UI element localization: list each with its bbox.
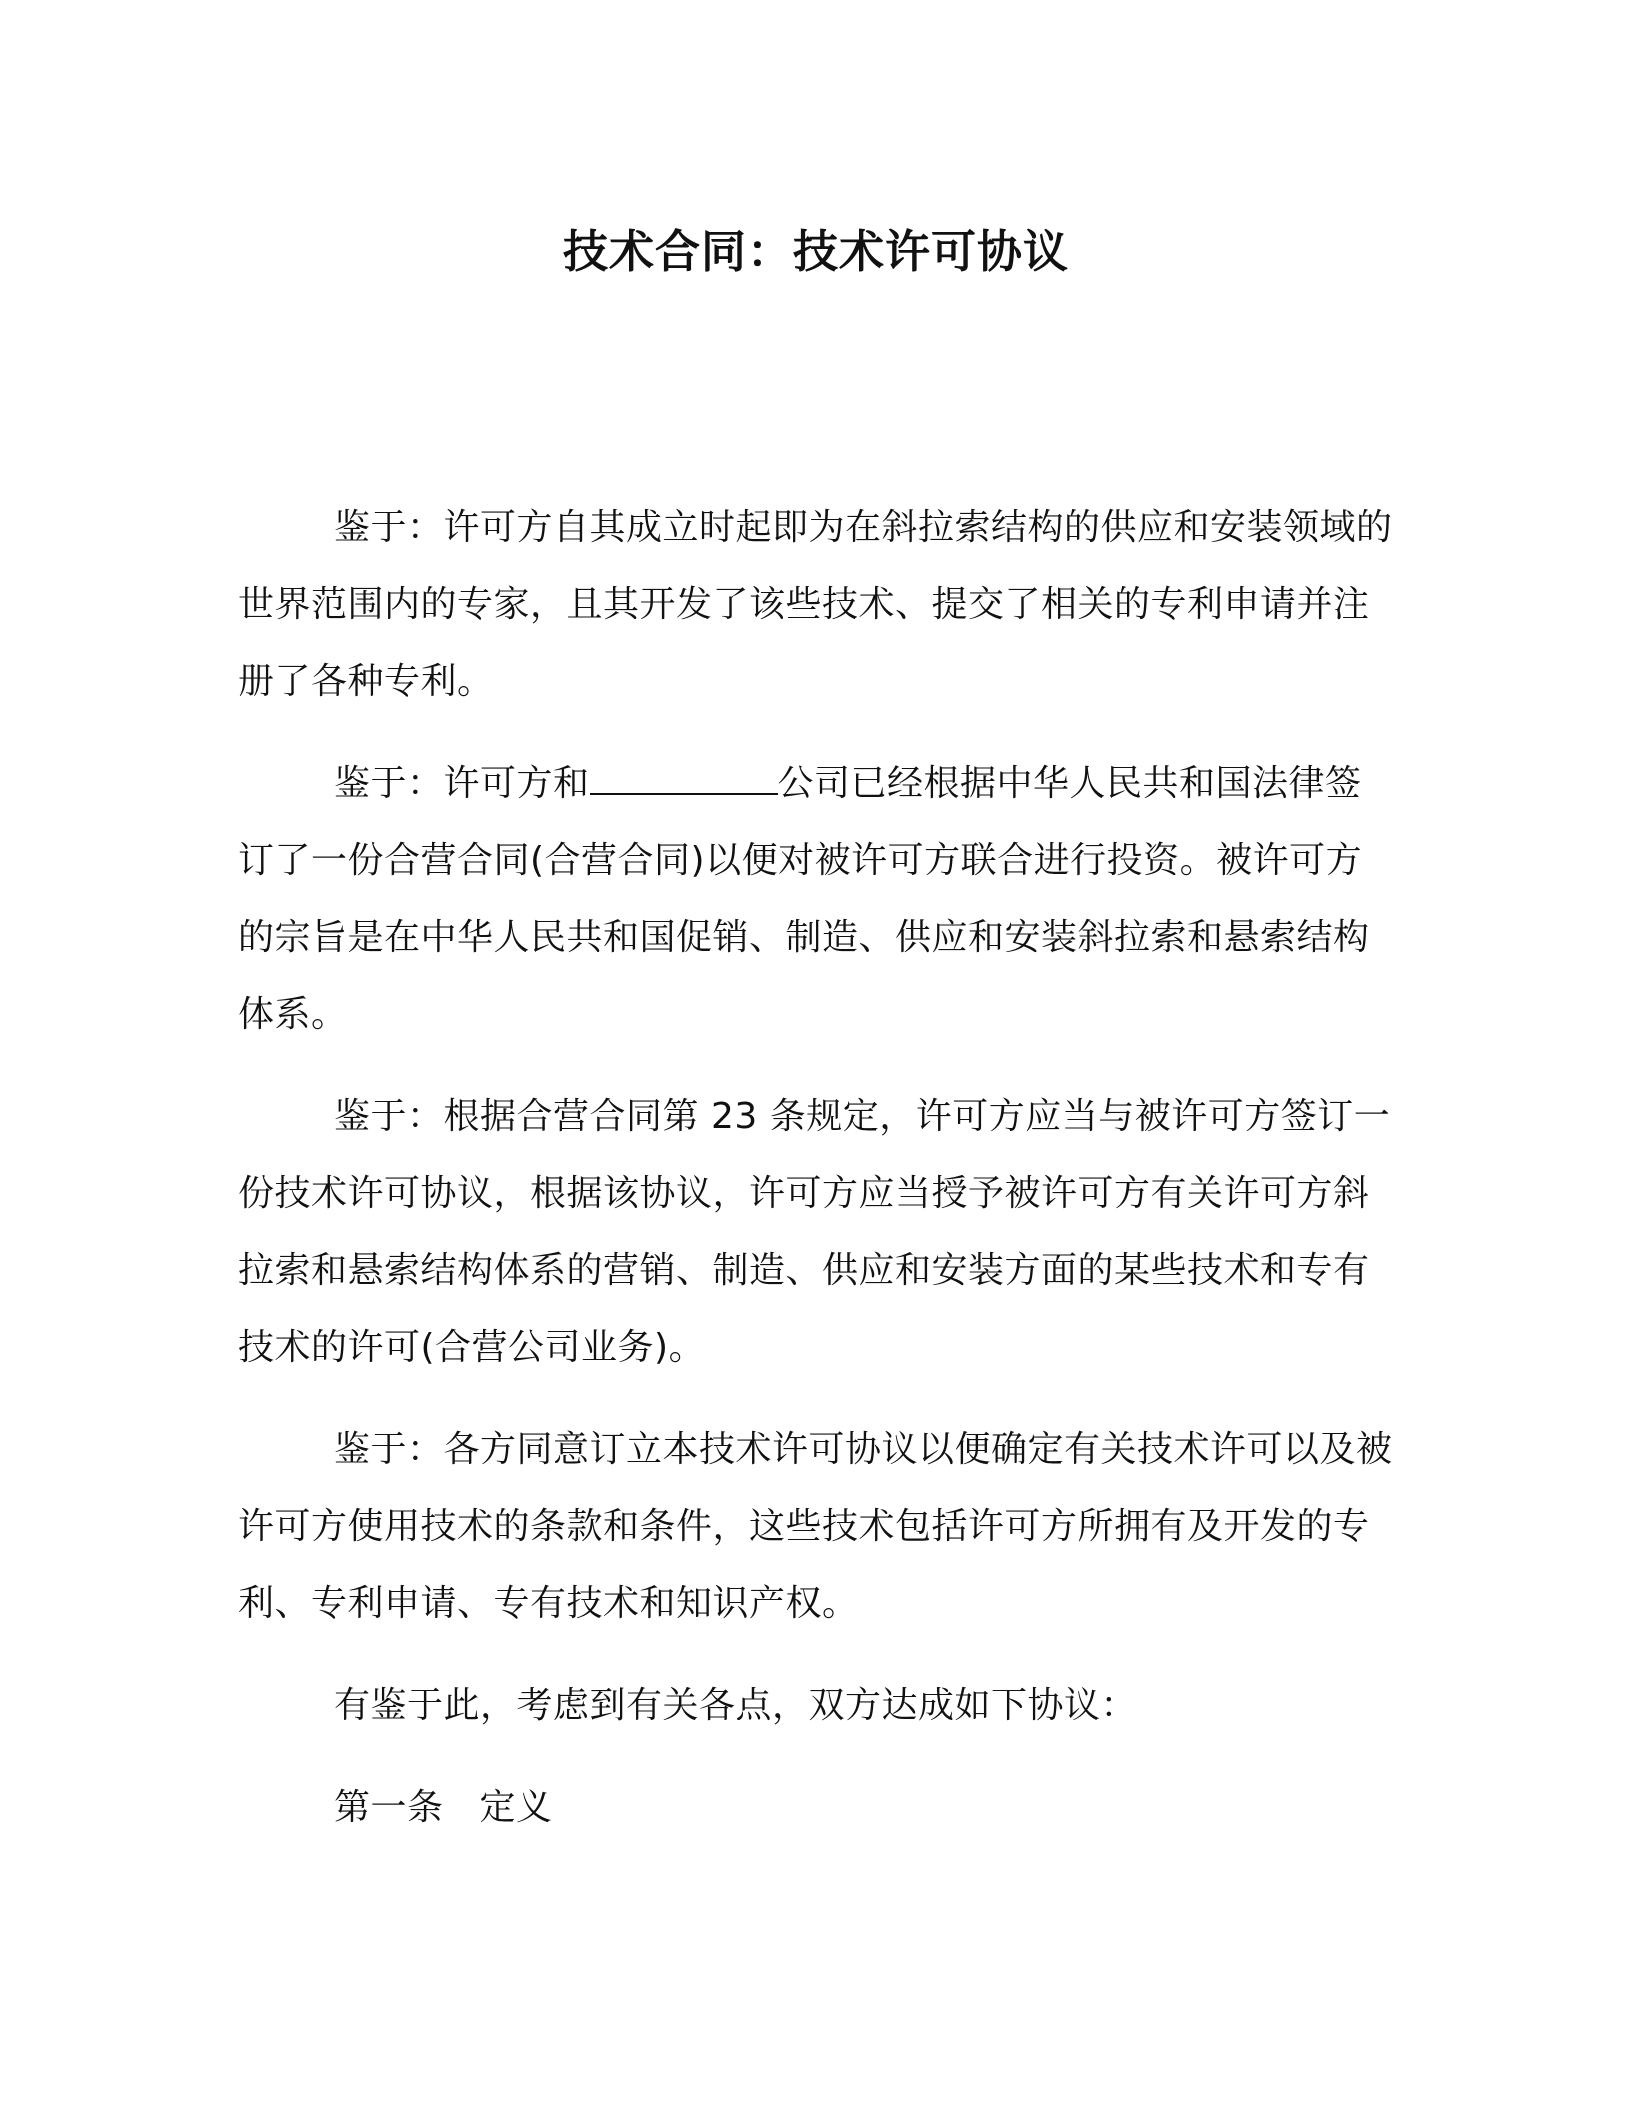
article-number: 第一条 xyxy=(334,1787,444,1828)
agreement-statement: 有鉴于此，考虑到有关各点，双方达成如下协议： xyxy=(334,1685,1138,1726)
document-body xyxy=(238,489,1398,1871)
whereas-paragraph-3: 鉴于：根据合营合同第 23 条规定，许可方应当与被许可方签订一份技术许可协议，根据该协议，许可方应当授予被许可方有关许可方斜拉索和悬索结构体系的营销、制造、供应和安装方面的某些技术和专有技术的许可(合营公司业务)。 xyxy=(238,1096,1391,1368)
document-title: 技术合同：技术许可协议 xyxy=(562,225,1069,278)
article-title: 定义 xyxy=(479,1787,553,1828)
whereas-paragraph-1: 鉴于：许可方自其成立时起即为在斜拉索结构的供应和安装领域的世界范围内的专家，且其开发了该些技术、提交了相关的专利申请并注册了各种专利。 xyxy=(238,507,1393,702)
whereas-paragraph-4: 鉴于：各方同意订立本技术许可协议以便确定有关技术许可以及被许可方使用技术的条款和条件，这些技术包括许可方所拥有及开发的专利、专利申请、专有技术和知识产权。 xyxy=(238,1429,1393,1624)
fill-in-blank xyxy=(590,763,778,795)
article-heading xyxy=(238,1769,1398,1846)
whereas-2-text-before-blank: 鉴于：许可方和 xyxy=(334,763,590,804)
whereas-2-text-after-blank: 公司已经根据中华人民共和国法律签订了一份合营合同(合营合同)以便对被许可方联合进行投资。被许可方的宗旨是在中华人民共和国促销、制造、供应和安装斜拉索和悬索结构体系。 xyxy=(238,763,1370,1035)
whereas-paragraph-2 xyxy=(238,745,1398,1053)
